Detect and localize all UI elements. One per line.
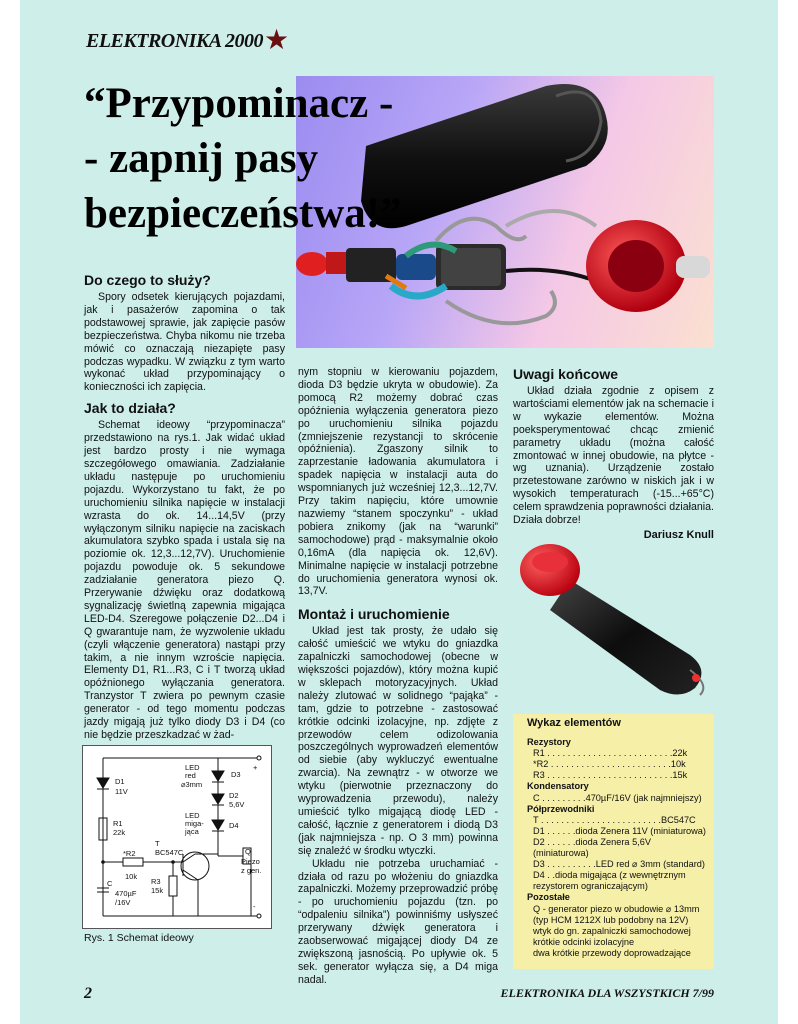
title-line-1: “Przypominacz - [84,80,394,127]
schem-label: 10k [125,872,138,881]
circuit-schematic [82,745,272,929]
schem-label: 15k [151,886,164,895]
title-line-2: - zapnij pasy [84,135,319,182]
paragraph: Układu nie potrzeba uruchamiać - działa od razu po włożeniu do gniazdka zapalniczki. Możemy przeprowadzić próbę - po uruchomieniu pojazdu (tzn. po “odpaleniu silnika”) powinniśmy usłyszeć przerywany dźwięk generatora i zaobserwować migającej diody D4 ze zwiększoną jasnością. Po upływie ok. 5 sek. generator wyłącza się, a D4 miga nadal. [298,857,498,986]
schem-label: LED [185,811,200,820]
parts-item: C . . . . . . . . .470µF/16V (jak najmniejszy) [533,792,702,803]
schem-label: R3 [151,877,161,886]
schem-label: C [107,879,113,888]
parts-group-heading: Półprzewodniki [527,803,595,814]
article-title [84,76,402,241]
parts-group-heading: Rezystory [527,737,571,748]
schem-label: 22k [113,828,126,837]
magazine-footer: ELEKTRONIKA DLA WSZYSTKICH 7/99 [500,986,714,1000]
schem-label: T [155,839,160,848]
column-3 [513,366,714,542]
schem-label: + [253,763,258,772]
schem-label: D3 [231,770,241,779]
schem-label: R1 [113,819,123,828]
title-line-3: bezpieczeństwa!” [84,190,402,237]
parts-list-box [513,714,714,969]
parts-item: D3 . . . . . . . . . .LED red ⌀ 3mm (standard) [533,859,705,870]
parts-item: wtyk do gn. zapalniczki samochodowej [533,925,691,936]
page-number: 2 [84,985,92,1002]
schem-label: miga- [185,819,204,828]
schem-label: /16V [115,898,131,907]
author-name: Dariusz Knull [643,528,714,541]
paragraph: Spory odsetek kierujących pojazdami, jak i pasażerów zapomina o tak podstawowej sprawie, jak zapięcie pasów bezpieczeństwa. Chyba nikomu nie trzeba mówić co oznaczają niezapięte pasy podczas wypadku. W związku z tym warto wykonać układ przypominający o konieczności ich zapięcia. [84,291,285,394]
schem-label: red [185,771,196,780]
schem-label: D4 [229,821,239,830]
star-icon: ★ [264,24,290,55]
schem-label: z gen. [241,866,262,875]
schem-label: ⌀3mm [181,780,203,789]
left-margin [0,0,20,1024]
schem-label: *R2 [123,849,136,858]
section-heading: Jak to działa? [84,400,176,417]
paragraph: nym stopniu w kierowaniu pojazdem, dioda D3 będzie ukryta w obudowie). Za pomocą R2 możemy dobrać czas opóźnienia wyłączenia generatora piezo po uruchomieniu silnika pojazdu (zmniejszenie rezystancji to skrócenie opóźnienia). Zgaszony silnik to zaprzestanie ładowania akumulatora i spadek napięcia w instalacji auta do wspomnianych już wcześniej 12,3...12,7V. Przy takim napięciu, które umownie nazwiemy “stanem spoczynku” - układ pobiera znikomy (jak na “warunki” samochodowe) prąd - maksymalnie około 0,16mA (dla napięcia ok. 12,6V). Minimalne napięcie w instalacji potrzebne do uruchomienia generatora wynosi ok. 13,7V. [298,366,498,598]
plug-photo [510,540,730,700]
schem-label: 470µF [115,889,137,898]
parts-group-heading: Pozostałe [527,892,570,903]
right-margin [778,0,798,1024]
section-heading: Do czego to służy? [84,272,211,288]
schem-label: - [253,902,256,911]
schem-label: jąca [185,827,199,836]
parts-group-heading: Kondensatory [527,781,589,792]
paragraph: Układ jest tak prosty, że udało się całość umieścić we wtyku do gniazdka zapalniczki samochodowej (obecne w większości pojazdów), który można kupić w sklepach motoryzacyjnych. Układ należy zlutować w solidnego “pająka” - tam, gdzie to potrzebne - zastosować krótkie odcinki izolacyjne, np. zdjęte z przewodów celem odizolowania poszczególnych wyprowadzeń elementów od siebie (aby wykluczyć ewentualne zwarcia). Na zewnątrz - w otworze we wtyku (pierwotnie przeznaczony do wyprowadzenia przewodu), należy umieścić tylko migającą diodę LED - całość, łącznie z generatorem i diodą D3 (jak najmniejsza - np. O 3 mm) powinna się znaleźć w środku wtyczki. [298,625,498,857]
brand-logo: ELEKTRONIKA 2000 [86,30,264,52]
parts-item: R3 . . . . . . . . . . . . . . . . . . . . . . . . .15k [533,770,688,781]
schem-label: 11V [115,787,128,796]
schem-label: BC547C [155,848,184,857]
parts-item: Q - generator piezo w obudowie ⌀ 13mm (typ HCM 1212X lub podobny na 12V) [533,903,700,925]
paragraph: Układ działa zgodnie z opisem z wartościami elementów jak na schemacie i w wykazie elementów. Można poeksperymentować chcąc zmienić parametry układu (można całość zmontować w innej obudowie, na płytce - wg uznania). Urządzenie zostało przetestowane zarówno w niskich jak i w wysokich temperaturach (-15...+65°C) celem sprawdzenia poprawności działania. Działa dobrze! [513,385,714,527]
section-heading: Montaż i uruchomienie [298,606,450,623]
schem-label: 5,6V [229,800,245,809]
schem-label: Piezo [241,857,260,866]
parts-groups [513,737,714,959]
parts-item: R1 . . . . . . . . . . . . . . . . . . . . . . . . .22k [533,748,688,759]
parts-item: D2 . . . . . .dioda Zenera 5,6V (miniaturowa) [533,836,651,859]
schem-label: LED [185,763,200,772]
paragraph: Schemat ideowy “przypominacza” przedstawiono na rys.1. Jak widać układ jest bardzo prosty i nie wymaga szczegółowego omawiania. Zadziałanie układu następuje po uruchomieniu pojazdu. Wykorzystano tu fakt, że po uruchomieniu silnika napięcie w instalacji wzrasta do ok. 14...14,5V (przy wyłączonym silniku napięcie na zaciskach akumulatora szybko spada i ustala się na poziomie ok. 12,3...12,7V). Uruchomienie pojazdu powoduje ok. 5 sekundowe zadziałanie generatora piezo Q. Przerywanie dźwięku oraz dodatkową sygnalizację świetlną zapewnia migająca LED-D4. Szeregowe połączenie D2...D4 i Q gwarantuje nam, że wyzwolenie układu (czyli włączenie generatora) nastąpi przy takim, a nie innym wzroście napięcia. Elementy D1, R1...R3, C i T tworzą układ opóźnionego wyłączania generatora. Tranzystor T zwiera po pewnym czasie generator - od tego momentu podczas jazdy migają już tylko diody D3 i D4 (co nie będzie przeszkadzać w żad- [84,419,285,741]
parts-item: D1 . . . . . .dioda Zenera 11V (miniaturowa) [533,825,706,836]
parts-item: dwa krótkie przewody doprowadzające [533,947,691,958]
schem-label: D1 [115,777,125,786]
figure-caption: Rys. 1 Schemat ideowy [84,932,194,944]
section-heading: Uwagi końcowe [513,366,619,382]
schem-label: Q [245,847,251,856]
parts-heading: Wykaz elementów [527,717,621,729]
schem-label: D2 [229,791,239,800]
column-2 [298,366,498,987]
column-1 [84,272,285,742]
parts-item: T . . . . . . . . . . . . . . . . . . . . . . . .BC547C [533,814,696,825]
parts-item: *R2 . . . . . . . . . . . . . . . . . . . . . . . .10k [533,759,686,770]
parts-item: krótkie odcinki izolacyjne [533,936,635,947]
parts-item: D4 . .dioda migająca (z wewnętrznym rezystorem ograniczającym) [533,870,686,892]
